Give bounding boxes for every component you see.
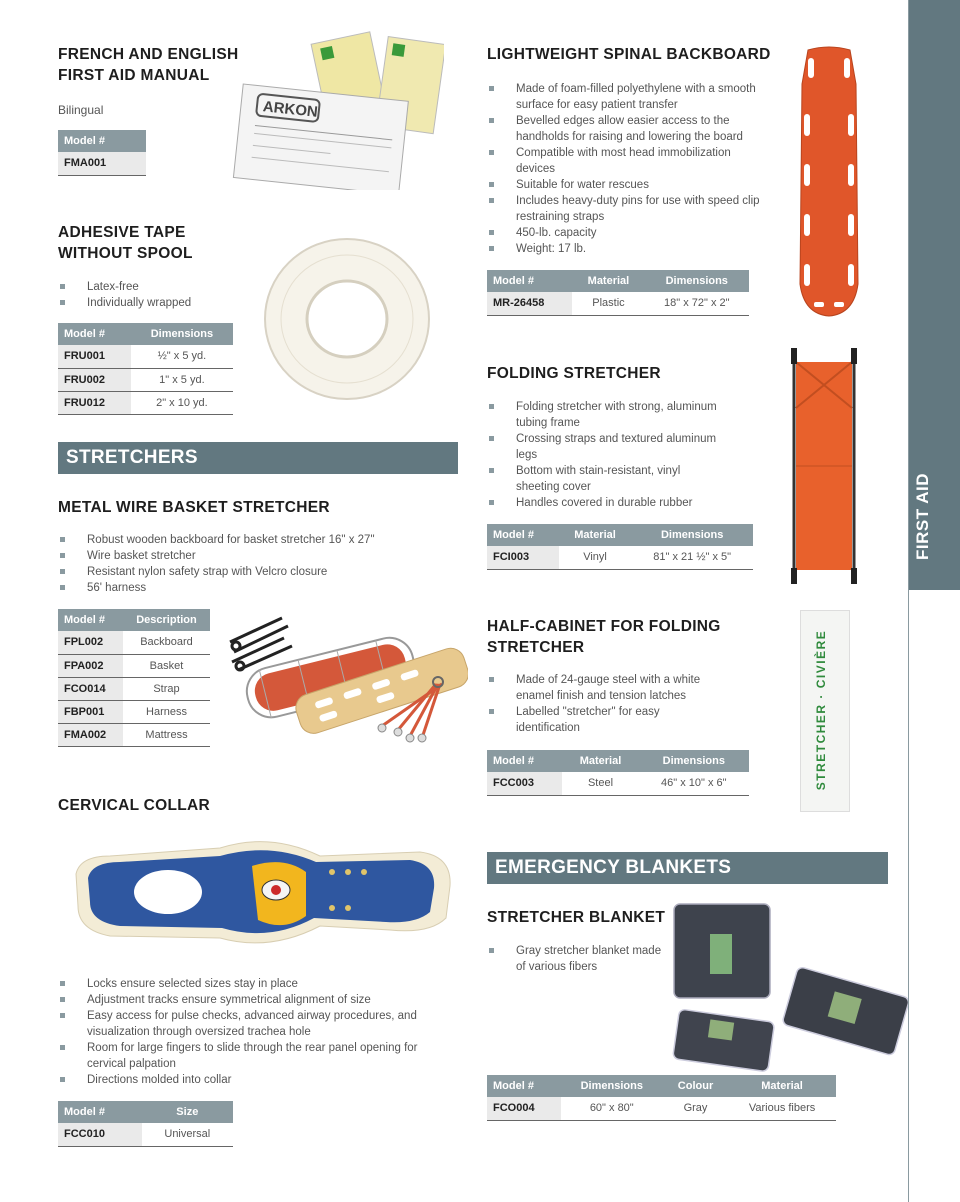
list-item: Bevelled edges allow easier access to the handholds for raising and lowering the board [487,113,762,145]
table-row [58,723,210,746]
manual-subtitle: Bilingual [58,103,104,117]
tape-bullets [58,279,258,311]
backboard-bullets [487,81,762,257]
table-row [58,368,233,391]
table-cell: Universal [142,1123,233,1146]
blanket-title: STRETCHER BLANKET [487,909,666,926]
table-cell: ½" x 5 yd. [131,345,233,368]
collar-title: CERVICAL COLLAR [58,797,211,814]
tape-title-line1: ADHESIVE TAPE [58,224,186,241]
list-item: 56' harness [58,580,438,596]
basket-spec-table [58,609,210,747]
table-cell: Gray [663,1097,728,1120]
cabinet-title-line2: STRETCHER [487,639,585,656]
table-cell: Steel [562,772,638,795]
table-cell: Plastic [572,292,644,315]
table-header: Size [142,1101,233,1123]
list-item: Weight: 17 lb. [487,241,762,257]
table-row [58,152,146,175]
table-row [58,1123,233,1146]
list-item: Compatible with most head immobilization devices [487,145,762,177]
cabinet-bullets [487,672,717,736]
table-row [487,546,753,569]
list-item: Resistant nylon safety strap with Velcro closure [58,564,438,580]
table-header: Model # [58,1101,142,1123]
folding-stretcher-image [788,348,860,588]
collar-bullets [58,976,438,1088]
table-header: Dimensions [645,270,749,292]
table-cell: FMA002 [58,723,123,746]
backboard-title: LIGHTWEIGHT SPINAL BACKBOARD [487,46,771,63]
half-cabinet-image [800,610,850,812]
list-item: Individually wrapped [58,295,258,311]
blankets-section-band: EMERGENCY BLANKETS [487,852,888,884]
list-item: Locks ensure selected sizes stay in place [58,976,438,992]
table-cell: 46" x 10" x 6" [639,772,749,795]
table-row [58,345,233,368]
table-cell: FRU001 [58,345,131,368]
list-item: Suitable for water rescues [487,177,762,193]
table-row [487,292,749,315]
basket-title: METAL WIRE BASKET STRETCHER [58,499,330,516]
table-header: Model # [487,1075,561,1097]
table-cell: 1" x 5 yd. [131,368,233,391]
table-cell: 60" x 80" [561,1097,663,1120]
table-header: Material [559,524,632,546]
table-cell: Backboard [123,631,210,654]
table-cell: FCI003 [487,546,559,569]
table-header: Colour [663,1075,728,1097]
manual-spec-table [58,130,146,176]
list-item: Directions molded into collar [58,1072,438,1088]
tape-spec-table [58,323,233,415]
cabinet-spec-table [487,750,749,796]
blanket-bullets [487,943,667,975]
list-item: Easy access for pulse checks, advanced airway procedures, and visualization through oversized trachea hole [58,1008,438,1040]
list-item: Labelled "stretcher" for easy identification [487,704,717,736]
folding-bullets [487,399,717,511]
table-cell: MR-26458 [487,292,572,315]
list-item: Room for large fingers to slide through the rear panel opening for cervical palpation [58,1040,438,1072]
table-header: Model # [58,609,123,631]
table-cell: FCC010 [58,1123,142,1146]
table-header: Dimensions [561,1075,663,1097]
list-item: Made of 24-gauge steel with a white enamel finish and tension latches [487,672,717,704]
table-cell: 18" x 72" x 2" [645,292,749,315]
table-row [58,700,210,723]
table-header: Dimensions [631,524,753,546]
spinal-backboard-image [794,44,864,320]
adhesive-tape-image [262,234,432,404]
cabinet-sign-label: STRETCHER · CIVIÈRE [814,629,828,791]
table-cell: FCO014 [58,677,123,700]
table-cell: Mattress [123,723,210,746]
table-cell: FCO004 [487,1097,561,1120]
table-row [58,631,210,654]
manual-title-line1: FRENCH AND ENGLISH [58,46,239,63]
blanket-spec-table [487,1075,836,1121]
table-cell: FPA002 [58,654,123,677]
table-cell: FMA001 [58,152,146,175]
list-item: Gray stretcher blanket made of various fibers [487,943,667,975]
table-cell: Vinyl [559,546,632,569]
table-cell: FRU012 [58,391,131,414]
table-header: Model # [487,270,572,292]
table-header: Material [562,750,638,772]
list-item: Robust wooden backboard for basket stretcher 16" x 27" [58,532,438,548]
list-item: Crossing straps and textured aluminum legs [487,431,717,463]
table-cell: FRU002 [58,368,131,391]
list-item: Made of foam-filled polyethylene with a smooth surface for easy patient transfer [487,81,762,113]
list-item: Latex-free [58,279,258,295]
table-header: Dimensions [131,323,233,345]
list-item: Adjustment tracks ensure symmetrical alignment of size [58,992,438,1008]
basket-bullets [58,532,438,596]
table-row [58,677,210,700]
table-cell: FCC003 [487,772,562,795]
cabinet-title-line1: HALF-CABINET FOR FOLDING [487,618,721,635]
table-header: Description [123,609,210,631]
section-side-tab [908,0,960,1202]
tape-title [58,222,193,264]
first-aid-manual-image [232,28,444,190]
table-cell: 81" x 21 ½" x 5" [631,546,753,569]
table-header: Model # [58,323,131,345]
table-cell: FPL002 [58,631,123,654]
table-header: Dimensions [639,750,749,772]
table-row [487,1097,836,1120]
tape-title-line2: WITHOUT SPOOL [58,245,193,262]
collar-spec-table [58,1101,233,1147]
backboard-spec-table [487,270,749,316]
manual-title [58,44,239,86]
stretcher-blanket-image [668,898,908,1072]
manual-brand-logo: ARKON [262,98,319,121]
manual-title-line2: FIRST AID MANUAL [58,67,210,84]
table-header: Model # [487,524,559,546]
table-header: Material [572,270,644,292]
table-header: Model # [58,130,146,152]
table-header: Material [728,1075,836,1097]
table-row [58,391,233,414]
cabinet-title [487,616,721,658]
table-row [58,654,210,677]
list-item: Handles covered in durable rubber [487,495,717,511]
list-item: Wire basket stretcher [58,548,438,564]
list-item: 450-lb. capacity [487,225,762,241]
table-cell: Basket [123,654,210,677]
table-header: Model # [487,750,562,772]
table-cell: FBP001 [58,700,123,723]
list-item: Folding stretcher with strong, aluminum tubing frame [487,399,717,431]
cervical-collar-image [70,826,456,958]
table-row [487,772,749,795]
table-cell: Various fibers [728,1097,836,1120]
stretchers-section-band: STRETCHERS [58,442,458,474]
side-tab-label: FIRST AID [913,473,932,560]
folding-title: FOLDING STRETCHER [487,365,661,382]
table-cell: Harness [123,700,210,723]
list-item: Includes heavy-duty pins for use with speed clip restraining straps [487,193,762,225]
table-cell: 2" x 10 yd. [131,391,233,414]
folding-spec-table [487,524,753,570]
list-item: Bottom with stain-resistant, vinyl sheeting cover [487,463,717,495]
table-cell: Strap [123,677,210,700]
basket-stretcher-image [222,612,468,744]
